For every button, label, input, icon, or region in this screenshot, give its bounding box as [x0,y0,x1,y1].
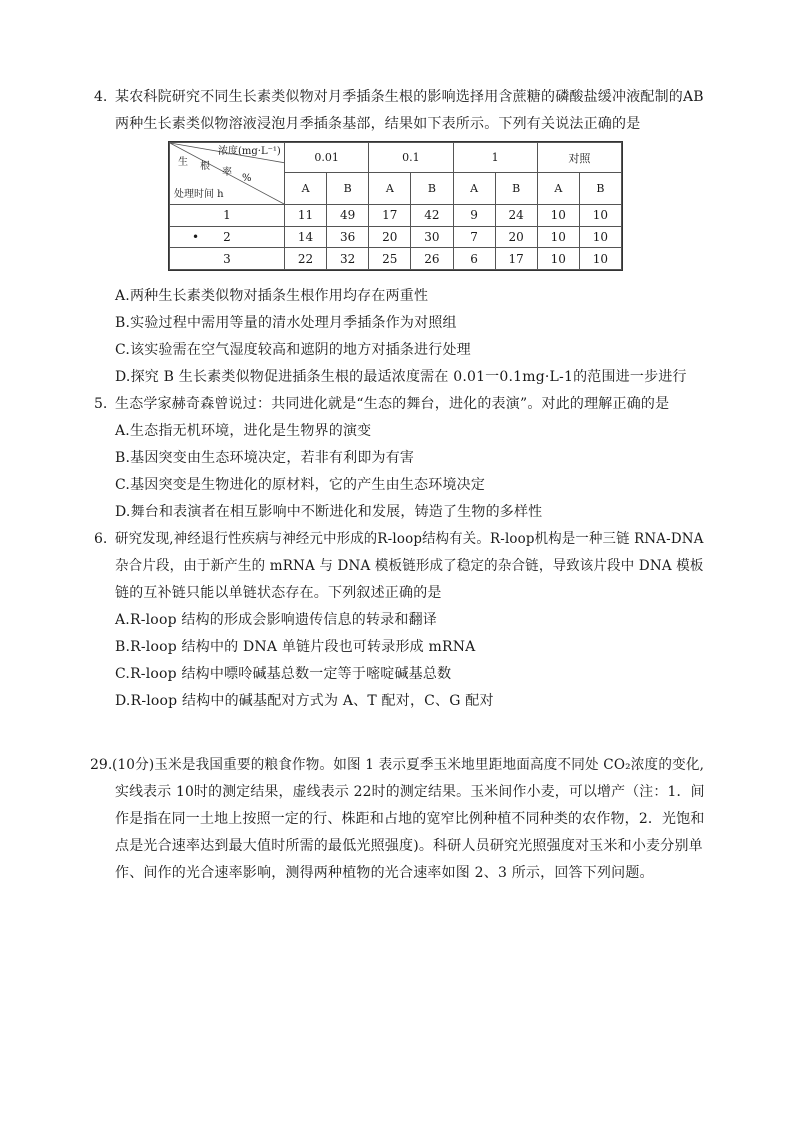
table-cell: 32 [327,248,369,270]
table-cell: 11 [285,205,327,227]
q29-stem-line-2: 实线表示 10时的测定结果，虚线表示 22时的测定结果。玉米间作小麦，可以增产（注：1．间 [115,784,705,800]
table-cell: 17 [495,248,537,270]
q29-stem-line-4: 点是光合速率达到最大值时所需的最低光照强度)。科研人员研究光照强度对玉米和小麦分别单 [115,838,703,854]
q29-number: 29. [90,757,113,773]
diag-label-lv: 率 [222,167,232,178]
sub-header: A [453,173,495,205]
table-cell: 10 [537,205,579,227]
q4-data-table [168,141,623,271]
table-cell: 10 [537,248,579,270]
sub-header: B [327,173,369,205]
q6-stem-line-2: 杂合片段，由于新产生的 mRNA 与 DNA 模板链形成了稳定的杂合链，导致该片段中 DNA 模板 [115,558,704,574]
q29-stem-line-3: 作是指在同一土地上按照一定的行、株距和占地的宽窄比例种植不同种类的农作物，2．光饱和 [115,811,705,827]
q5-number: 5. [94,396,108,412]
q4-option-c[interactable]: C.该实验需在空气湿度较高和遮阴的地方对插条进行处理 [115,342,471,358]
q4-number: 4. [94,89,108,105]
q4-stem-line-2: 两种生长素类似物溶液浸泡月季插条基部，结果如下表所示。下列有关说法正确的是 [115,116,641,132]
diag-label-sheng: 生 [178,157,188,168]
group-header: 0.1 [369,143,453,173]
table-row [170,248,622,270]
q6-option-d[interactable]: D.R-loop 结构中的碱基配对方式为 A、T 配对，C、G 配对 [115,693,494,709]
row-time: 2 [223,229,231,244]
q6-stem-line-1: 研究发现,神经退行性疾病与神经元中形成的R-loop结构有关。R-loop机构是一种三链 RNA-DNA [115,531,704,547]
table-cell: 25 [369,248,411,270]
q6-stem-line-3: 链的互补链只能以单链状态存在。下列叙述正确的是 [115,585,442,601]
q6-option-c[interactable]: C.R-loop 结构中嘌呤碱基总数一定等于嘧啶碱基总数 [115,666,452,682]
sub-header: B [579,173,621,205]
table-cell: 17 [369,205,411,227]
diag-label-gen: 根 [200,161,210,172]
q6-option-b[interactable]: B.R-loop 结构中的 DNA 单链片段也可转录形成 mRNA [115,639,476,655]
q5-option-c[interactable]: C.基因突变是生物进化的原材料，它的产生由生态环境决定 [115,477,486,493]
table-cell: 10 [579,205,621,227]
table-cell: 22 [285,248,327,270]
q6-number: 6. [94,531,108,547]
table-cell: 42 [411,205,453,227]
q4-stem-line-1: 某农科院研究不同生长素类似物对月季插条生根的影响选择用含蔗糖的磷酸盐缓冲液配制的AB [115,89,704,105]
table-diagonal-header [170,143,285,205]
table-cell: 20 [495,226,537,248]
q29-stem-line-5: 作、间作的光合速率影响，测得两种植物的光合速率如图 2、3 所示，回答下列问题。 [115,865,654,881]
table-cell: 24 [495,205,537,227]
sub-header: B [411,173,453,205]
sub-header: A [369,173,411,205]
table-cell: 10 [537,226,579,248]
table-cell: 14 [285,226,327,248]
q4-option-b[interactable]: B.实验过程中需用等量的清水处理月季插条作为对照组 [115,315,457,331]
sub-header: A [285,173,327,205]
group-header: 1 [453,143,537,173]
q29-stem-line-1: (10分)玉米是我国重要的粮食作物。如图 1 表示夏季玉米地里距地面高度不同处 CO₂浓度的变化, [112,757,705,773]
sub-header: A [537,173,579,205]
table-cell: 49 [327,205,369,227]
q4-option-d[interactable]: D.探究 B 生长素类似物促进插条生根的最适浓度需在 0.01一0.1mg·L-1的范围进一步进行 [115,369,687,385]
row-mark: • [192,229,200,244]
q6-option-a[interactable]: A.R-loop 结构的形成会影响遗传信息的转录和翻译 [115,612,437,628]
row-time-cell [170,226,285,248]
q4-option-a[interactable]: A.两种生长素类似物对插条生根作用均存在两重性 [115,288,429,304]
table-cell: 26 [411,248,453,270]
table-cell: 6 [453,248,495,270]
row-time: 3 [170,248,285,270]
table-cell: 30 [411,226,453,248]
table-row [170,205,622,227]
q5-option-d[interactable]: D.舞台和表演者在相互影响中不断进化和发展，铸造了生物的多样性 [115,504,543,520]
q5-option-a[interactable]: A.生态指无机环境，进化是生物界的演变 [115,423,372,439]
sub-header: B [495,173,537,205]
diag-label-time: 处理时间 h [174,189,224,200]
table-cell: 36 [327,226,369,248]
group-header: 对照 [537,143,621,173]
table-cell: 20 [369,226,411,248]
diag-label-percent: % [242,173,252,184]
table-cell: 10 [579,248,621,270]
table-cell: 9 [453,205,495,227]
group-header: 0.01 [285,143,369,173]
table-cell: 7 [453,226,495,248]
diag-label-concentration: 浓度(mg·L⁻¹) [218,146,281,157]
row-time: 1 [170,205,285,227]
q5-option-b[interactable]: B.基因突变由生态环境决定，若非有利即为有害 [115,450,415,466]
table-cell: 10 [579,226,621,248]
q5-stem: 生态学家赫奇森曾说过：共同进化就是“生态的舞台，进化的表演”。对此的理解正确的是 [115,396,670,412]
table-row [170,226,622,248]
